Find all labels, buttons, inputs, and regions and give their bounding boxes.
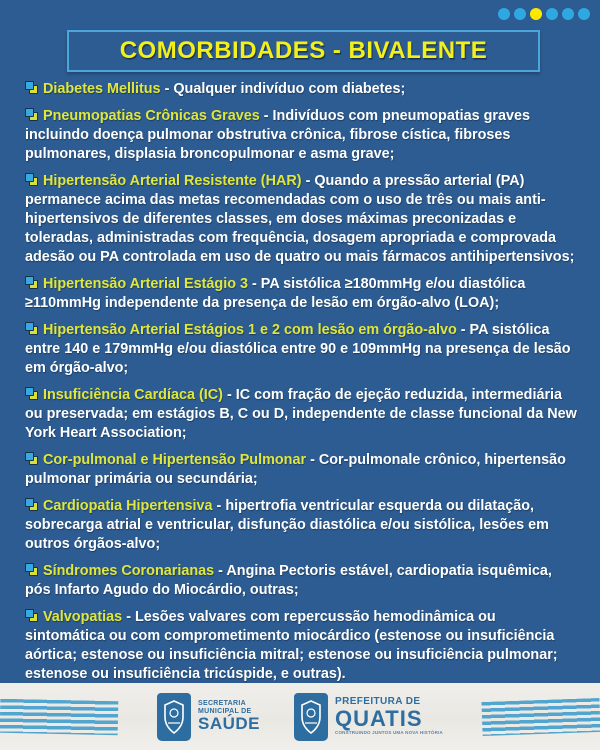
secretaria-line2: MUNICIPAL DE [198,707,252,715]
carousel-dot-icon [514,8,526,20]
comorbidity-term: Hipertensão Arterial Resistente (HAR) [43,173,302,189]
layered-squares-icon [25,322,39,335]
layered-squares-icon [25,563,39,576]
footer-stripes-right [481,698,600,736]
comorbidity-list [25,80,579,680]
comorbidity-term: Insuficiência Cardíaca (IC) [43,387,223,403]
carousel-dot-icon [578,8,590,20]
list-item [25,608,579,684]
comorbidity-description: - hipertrofia ventricular esquerda ou dilatação, sobrecarga atrial e ventricular, disfunção diastólica e/ou sistólica, lesões em outros órgãos-alvo; [25,498,549,552]
comorbidity-term: Cor-pulmonal e Hipertensão Pulmonar [43,452,307,468]
list-item [25,386,579,443]
layered-squares-icon [25,387,39,400]
comorbidity-description: - Angina Pectoris estável, cardiopatia isquêmica, pós Infarto Agudo do Miocárdio, outras; [25,563,552,598]
comorbidity-term: Síndromes Coronarianas [43,563,215,579]
comorbidity-description: - PA sistólica entre 140 e 179mmHg e/ou diastólica entre 90 e 109mmHg na presença de lesão em órgão-alvo; [25,322,571,376]
comorbidity-term: Valvopatias [43,609,123,625]
list-item [25,562,579,600]
prefeitura-line2: QUATIS [335,706,423,732]
comorbidity-term: Diabetes Mellitus [43,81,161,97]
pagination-dots [498,8,590,20]
comorbidity-term: Pneumopatias Crônicas Graves [43,108,260,124]
layered-squares-icon [25,276,39,289]
list-item [25,497,579,554]
footer [0,683,600,750]
list-item [25,321,579,378]
prefeitura-tagline: CONSTRUINDO JUNTOS UMA NOVA HISTÓRIA [335,730,443,736]
comorbidity-description: - Lesões valvares com repercussão hemodinâmica ou sintomática ou com comprometimento miocárdico (estenose ou insuficiência aórtica; estenose ou insuficiência mitral; estenose ou insuficiência pulmonar; estenose ou insuficiência tricúspide, e outras). [25,609,558,682]
list-item [25,275,579,313]
list-item [25,80,579,99]
secretaria-saude-logo [157,693,260,741]
comorbidity-term: Hipertensão Arterial Estágios 1 e 2 com lesão em órgão-alvo [43,322,457,338]
comorbidity-term: Cardiopatia Hipertensiva [43,498,213,514]
comorbidity-description: - IC com fração de ejeção reduzida, intermediária ou preservada; em estágios B, C ou D, independente de classe funcional da New York Heart Association; [25,387,577,441]
municipal-shield-icon [157,693,191,741]
comorbidity-description: - Cor-pulmonale crônico, hipertensão pulmonar primária ou secundária; [25,452,566,487]
carousel-dot-icon [498,8,510,20]
comorbidity-description: - Quando a pressão arterial (PA) permanece acima das metas recomendadas com o uso de três ou mais anti-hipertensivos de diferentes classes, em doses máximas preconizadas e toleradas, administradas com frequência, dosagem apropriada e comprovada adesão ou PA controlada em uso de quatro ou mais fármacos antihipertensivos; [25,173,575,265]
title-box [67,30,540,72]
secretaria-line3: SAÚDE [198,713,261,733]
page-title: COMORBIDADES - BIVALENTE [119,37,488,64]
comorbidity-description: - PA sistólica ≥180mmHg e/ou diastólica ≥110mmHg independente da presença de lesão em órgão-alvo (LOA); [25,276,526,311]
layered-squares-icon [25,108,39,121]
layered-squares-icon [25,498,39,511]
carousel-dot-icon [530,8,542,20]
carousel-dot-icon [562,8,574,20]
prefeitura-line1: PREFEITURA DE [335,695,421,707]
comorbidity-term: Hipertensão Arterial Estágio 3 [43,276,248,292]
footer-stripes-left [0,699,118,735]
layered-squares-icon [25,609,39,622]
layered-squares-icon [25,173,39,186]
municipal-shield-icon [294,693,328,741]
prefeitura-quatis-logo [294,693,443,741]
list-item [25,172,579,267]
secretaria-line1: SECRETARIA [198,700,246,708]
layered-squares-icon [25,452,39,465]
list-item [25,451,579,489]
carousel-dot-icon [546,8,558,20]
list-item [25,107,579,164]
layered-squares-icon [25,81,39,94]
comorbidity-description: - Indivíduos com pneumopatias graves incluindo doença pulmonar obstrutiva crônica, fibrose cística, fibroses pulmonares, displasia broncopulmonar e asma grave; [25,108,531,162]
comorbidity-description: - Qualquer indivíduo com diabetes; [164,81,406,97]
